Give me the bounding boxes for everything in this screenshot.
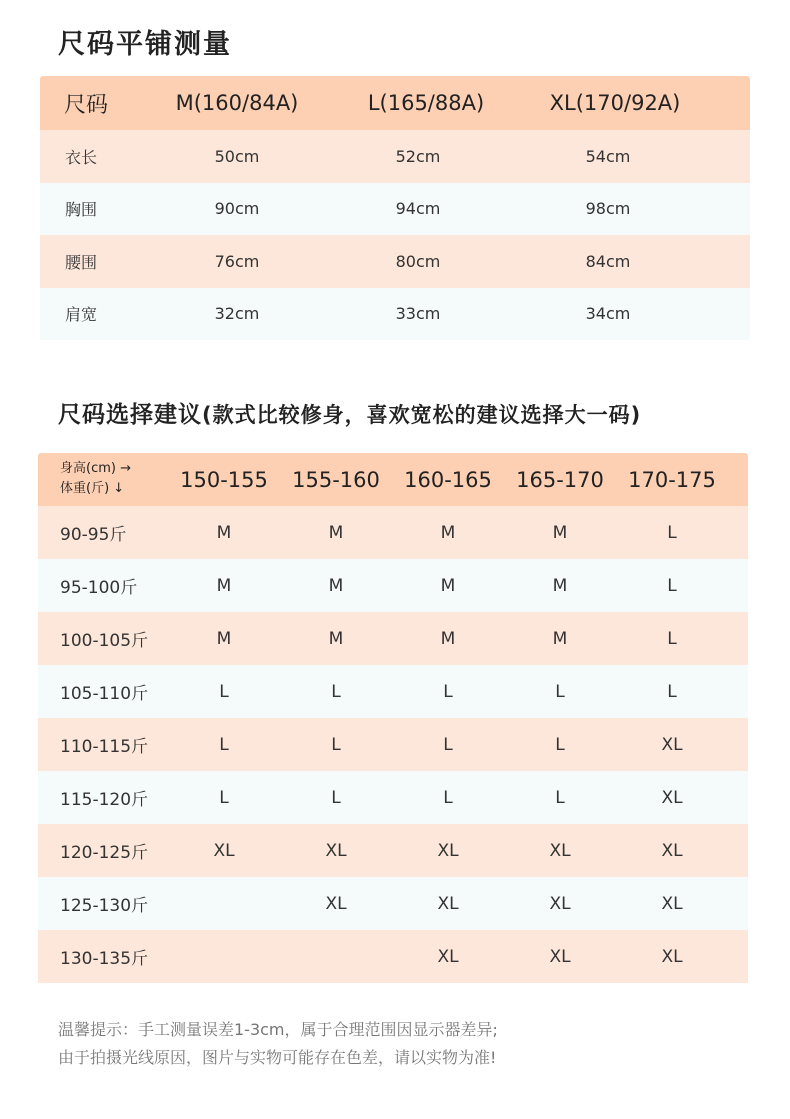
size-cell: M [216, 628, 232, 649]
size-cell: L [219, 734, 229, 755]
header-size-xl: XL(170/92A) [549, 91, 681, 115]
footer-line-1: 温馨提示：手工测量误差1-3cm，属于合理范围因显示器差异; [58, 1020, 498, 1039]
size-cell: M [552, 522, 568, 543]
size-cell: XL [437, 946, 459, 967]
weight-label: 130-135斤 [60, 949, 149, 969]
cell-value: 84cm [585, 251, 631, 271]
size-cell: M [216, 522, 232, 543]
size-cell: M [552, 628, 568, 649]
weight-label: 125-130斤 [60, 896, 149, 916]
cell-value: 33cm [395, 304, 441, 324]
cell-value: 52cm [395, 146, 441, 166]
size-cell: XL [661, 893, 683, 914]
table-row [40, 183, 750, 236]
size-cell: M [440, 522, 456, 543]
size-cell: XL [661, 840, 683, 861]
size-cell: L [331, 681, 341, 702]
size-cell: XL [549, 946, 571, 967]
table-row [38, 506, 748, 559]
weight-label: 105-110斤 [60, 684, 149, 704]
size-cell: L [555, 681, 565, 702]
size-advice-title-note: (款式比较修身，喜欢宽松的建议选择大一码) [202, 403, 642, 427]
header-size-label: 尺码 [64, 92, 109, 118]
size-cell: M [328, 628, 344, 649]
size-cell: L [555, 734, 565, 755]
table-row [40, 130, 750, 183]
size-cell: XL [661, 787, 683, 808]
footer-line-2: 由于拍摄光线原因，图片与实物可能存在色差，请以实物为准! [58, 1048, 497, 1067]
cell-value: 32cm [214, 304, 260, 324]
table-row [40, 288, 750, 341]
size-cell: L [443, 787, 453, 808]
flat-measure-table [40, 76, 750, 340]
cell-value: 80cm [395, 251, 441, 271]
cell-value: 34cm [585, 304, 631, 324]
weight-label: 95-100斤 [60, 578, 138, 598]
size-cell: XL [549, 893, 571, 914]
size-cell: XL [437, 893, 459, 914]
size-cell: M [328, 575, 344, 596]
size-cell: XL [213, 840, 235, 861]
size-cell: L [667, 522, 677, 543]
size-cell: XL [325, 840, 347, 861]
table-row [38, 824, 748, 877]
table-row [40, 235, 750, 288]
size-advice-table [38, 453, 748, 983]
size-cell: L [667, 681, 677, 702]
header-size-m: M(160/84A) [175, 91, 299, 115]
advice-table-header [38, 453, 748, 506]
size-cell: L [443, 681, 453, 702]
cell-value: 50cm [214, 146, 260, 166]
size-cell: XL [437, 840, 459, 861]
size-cell: M [216, 575, 232, 596]
cell-value: 76cm [214, 251, 260, 271]
row-label: 衣长 [65, 147, 98, 167]
cell-value: 94cm [395, 199, 441, 219]
header-height: 170-175 [628, 467, 716, 492]
corner-height-label: 身高(cm) → [60, 461, 131, 476]
size-cell: L [331, 734, 341, 755]
corner-weight-label: 体重(斤) ↓ [60, 481, 125, 496]
weight-label: 100-105斤 [60, 631, 149, 651]
table-row [38, 559, 748, 612]
header-size-l: L(165/88A) [367, 91, 485, 115]
row-label: 胸围 [65, 200, 98, 220]
size-cell: L [555, 787, 565, 808]
weight-label: 90-95斤 [60, 525, 127, 545]
table-row [38, 771, 748, 824]
weight-label: 110-115斤 [60, 737, 149, 757]
weight-label: 115-120斤 [60, 790, 149, 810]
size-cell: L [219, 787, 229, 808]
table-row [38, 612, 748, 665]
size-advice-title-main: 尺码选择建议 [58, 402, 202, 428]
table-row [38, 930, 748, 983]
size-cell: L [667, 575, 677, 596]
size-cell: L [443, 734, 453, 755]
header-height: 160-165 [404, 467, 492, 492]
header-corner [60, 459, 131, 499]
size-cell: L [331, 787, 341, 808]
size-cell: L [667, 628, 677, 649]
size-advice-title [58, 396, 641, 429]
size-cell: M [440, 575, 456, 596]
size-cell: XL [549, 840, 571, 861]
cell-value: 54cm [585, 146, 631, 166]
row-label: 腰围 [65, 252, 98, 272]
size-cell: XL [661, 946, 683, 967]
size-cell: XL [325, 893, 347, 914]
size-cell: L [219, 681, 229, 702]
size-cell: M [328, 522, 344, 543]
table-row [38, 877, 748, 930]
cell-value: 90cm [214, 199, 260, 219]
size-cell: XL [661, 734, 683, 755]
size-cell: M [440, 628, 456, 649]
flat-table-header [40, 76, 750, 130]
header-height: 150-155 [180, 467, 268, 492]
footer-notice [58, 1016, 498, 1072]
header-height: 165-170 [516, 467, 604, 492]
row-label: 肩宽 [65, 305, 98, 325]
header-height: 155-160 [292, 467, 380, 492]
table-row [38, 665, 748, 718]
flat-measure-title: 尺码平铺测量 [58, 29, 232, 60]
table-row [38, 718, 748, 771]
size-cell: M [552, 575, 568, 596]
weight-label: 120-125斤 [60, 843, 149, 863]
cell-value: 98cm [585, 199, 631, 219]
